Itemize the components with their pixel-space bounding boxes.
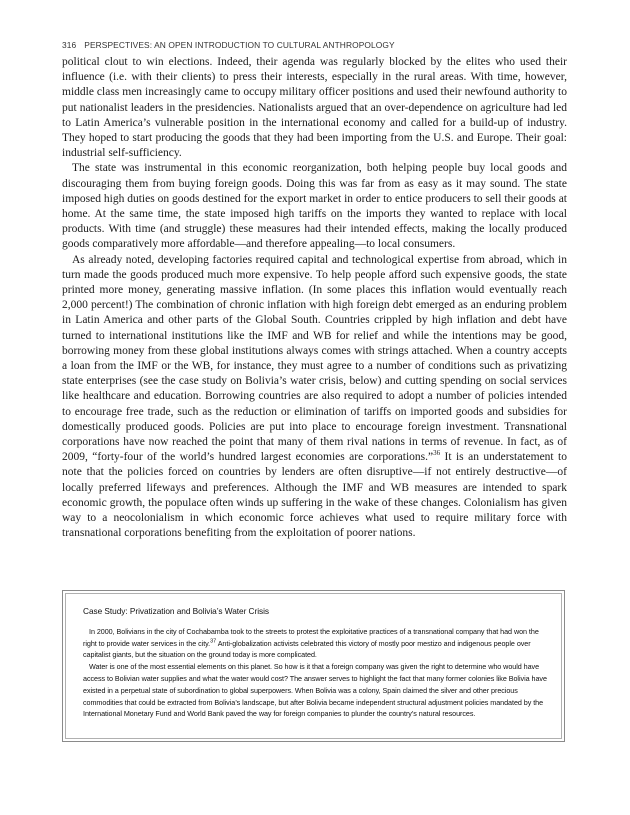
paragraph-3 xyxy=(62,253,567,542)
running-header xyxy=(62,40,567,51)
case-study-p1-before: In 2000, Bolivians in the city of Cochabamba took to the streets to protest the exploitative practices of a transnational company that had won the right to provide water services in the city. xyxy=(83,626,539,648)
body-text xyxy=(62,55,567,542)
case-study-p1-after: Anti-globalization activists celebrated this victory of mostly poor mestizo and indigenous people over capitalist giants, but the situation on the ground today is more complicated. xyxy=(83,638,531,660)
case-study-title: Case Study: Privatization and Bolivia’s Water Crisis xyxy=(83,606,269,616)
book-title: PERSPECTIVES: AN OPEN INTRODUCTION TO CULTURAL ANTHROPOLOGY xyxy=(84,40,395,50)
paragraph-3-text-before: As already noted, developing factories required capital and technological expertise from abroad, which in turn made the goods produced much more expensive. To help people afford such expensive goods, the state printed more money, generating massive inflation. (In some places this inflation would eventually reach 2,000 percent!) The combination of chronic inflation with high foreign debt emerged as an enduring problem in Latin America and other parts of the Global South. Countries crippled by high inflation and debt have turned to international institutions like the IMF and WB for relief and while the intentions may be good, borrowing money from these global institutions always comes with strings attached. When a country accepts a loan from the IMF or the WB, for instance, they must agree to a number of conditions such as privatizing state enterprises (see the case study on Bolivia’s water crisis, below) and cutting spending on social services like healthcare and education. Borrowing countries are also required to adopt a number of policies intended to encourage free trade, such as the reduction or elimination of tariffs on imported goods and subsidies for domestically produced goods. Policies are put into place to encourage foreign investment. Transnational corporations have now reached the point that many of them rival nations in terms of revenue. In fact, as of 2009, “forty-four of the world’s hundred largest economies are corporations.” xyxy=(62,253,567,464)
case-study-paragraph-2: Water is one of the most essential elements on this planet. So how is it that a foreign company was given the right to determine who would have access to Bolivian water supplies and what the water would cost? The answer serves to highlight the fact that many former colonies like Bolivia have existed in a perpetual state of subordination to global superpowers. When Bolivia was a colony, Spain claimed the silver and other precious commodities that could be extracted from Bolivia’s landscape, but after Bolivia became independent structural adjustment policies mandated by the International Monetary Fund and World Bank paved the way for foreign companies to plunder the country’s natural resources. xyxy=(83,662,547,719)
case-study-box xyxy=(62,590,565,742)
paragraph-1: political clout to win elections. Indeed, their agenda was regularly blocked by the elites who used their influence (i.e. with their clients) to press their interests, especially in the rural areas. With time, however, middle class men increasingly came to occupy military officer positions and used their newfound authority to put nationalist leaders in the presidencies. Nationalists argued that an over-dependence on agriculture had led to Latin America’s vulnerable position in the international economy and called for a build-up of industry. They hoped to start producing the goods that they had been importing from the U.S. and Europe. Their goal: industrial self-sufficiency. xyxy=(62,56,567,160)
footnote-ref-37[interactable]: 37 xyxy=(210,638,217,645)
case-study-inner xyxy=(65,593,562,739)
paragraph-3-text-after: It is an understatement to note that the policies forced on countries by lenders are often disruptive—if not entirely destructive—of locally preferred lifeways and preferences. Although the IMF and WB measures are intended to spark economic growth, the populace often winds up suffering in the wake of these changes. Colonialism has given way to a neocolonialism in which economic force achieves what used to require military force with transnational corporations benefiting from the exploitation of poorer nations. xyxy=(62,451,567,540)
paragraph-2: The state was instrumental in this economic reorganization, both helping people buy local goods and discouraging them from buying foreign goods. Doing this was far from as easy as it may sound. The state imposed high duties on goods destined for the export market in order to entice producers to sell their goods at home. At the same time, the state imposed high tariffs on the imports they wanted to replace with local products. With time (and struggle) these measures had their intended effects, making the locally produced goods comparatively more affordable—and therefore appealing—to local consumers. xyxy=(62,162,567,251)
case-study-paragraph-1 xyxy=(83,626,549,661)
page-content xyxy=(62,40,567,542)
footnote-ref-36[interactable]: 36 xyxy=(433,449,441,458)
page-number: 316 xyxy=(62,40,77,50)
